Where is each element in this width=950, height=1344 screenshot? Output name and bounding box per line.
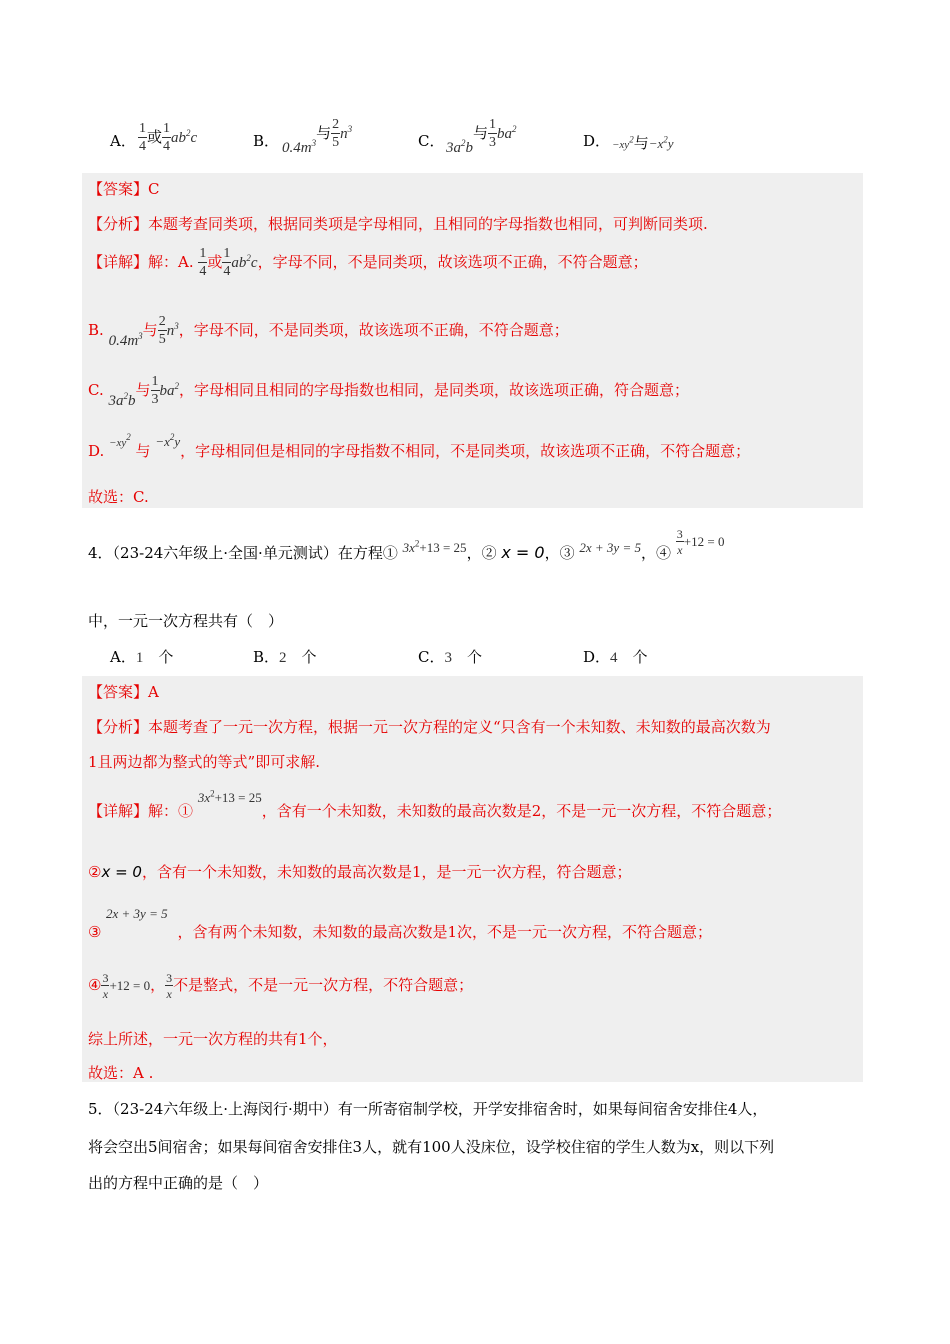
q3-detail-b: B. $0.4m^3$与 $\frac{2}{5}$ $n^3$，字母不同，不是同类项，故该选项不正确，不符合题意； [88, 314, 569, 349]
q5-line3: 出的方程中正确的是（ ） [88, 1174, 269, 1192]
q3-conclusion: 故选：C. [88, 488, 149, 506]
q4-analysis-line2: 1且两边都为整式的等式”即可求解. [88, 753, 320, 771]
q3-detail-d: D. $-xy^2$ 与 $-x^2y$，字母相同但是相同的字母指数不相同，不是同类项，故该选项不正确，不符合题意； [88, 432, 751, 460]
q4-option-d: D．4 个 [583, 648, 648, 666]
q4-detail-2: ②x = 0，含有一个未知数，未知数的最高次数是1，是一元一次方程，符合题意； [88, 863, 632, 881]
q5-line2: 将会空出5间宿舍；如果每间宿舍安排住3人，就有100人没床位，设学校住宿的学生人数为x，则以下列 [88, 1138, 775, 1156]
q3-option-c-expr: $3a^2b$与 $\frac{1}{3}$ $ba^2$ [446, 117, 517, 156]
q4-analysis-line1: 【分析】本题考查了一元一次方程，根据一元一次方程的定义“只含有一个未知数、未知数的最高次数为 [88, 718, 771, 736]
q3-detail-c: C. $3a^2b$与 $\frac{1}{3}$ $ba^2$，字母相同且相同的字母指数也相同，是同类项，故该选项正确，符合题意； [88, 374, 690, 409]
q4-answer: 【答案】A [88, 683, 159, 701]
q3-answer: 【答案】C [88, 180, 160, 198]
q4-detail-3-eq: 2x + 3y = 5 [106, 906, 168, 921]
q4-summary: 综上所述，一元一次方程的共有1个， [88, 1030, 338, 1048]
q3-option-a-label: A． [110, 132, 136, 150]
q4-option-c: C．3 个 [418, 648, 483, 666]
q4-stem: 4．（23-24六年级上·全国·单元测试）在方程① $3x^2+13 = 25$，② x = 0，③ 2x + 3y = 5，④ $\frac{3}{x}$ +12 = 0 [88, 527, 725, 562]
q4-option-a: A．1 个 [110, 648, 174, 666]
q3-option-a-expr: $\frac{1}{4}$ 或 $\frac{1}{4}$ $ab^2c$ [139, 121, 198, 154]
q3-detail-a: 【详解】解：A. $\frac{1}{4}$ 或 $\frac{1}{4}$ $ab^2c$，字母不同，不是同类项，故该选项不正确，不符合题意； [88, 246, 648, 279]
q4-stem-cont: 中，一元一次方程共有（ ） [88, 612, 284, 630]
q4-detail-4: ④ $\frac{3}{x}$ +12 = 0， $\frac{3}{x}$ 不是整式，不是一元一次方程，不符合题意； [88, 971, 474, 1001]
q3-option-b-label: B． [253, 132, 280, 150]
q5-line1: 5．（23-24六年级上·上海闵行·期中）有一所寄宿制学校，开学安排宿舍时，如果每间宿舍安排住4人， [88, 1100, 768, 1118]
q4-detail-1: 【详解】解：① $3x^2+13 = 25$，含有一个未知数，未知数的最高次数是2，不是一元一次方程，不符合题意； [88, 788, 782, 820]
q3-option-d-label: D． [583, 132, 611, 150]
q3-option-b-expr: $0.4m^3$与 $\frac{2}{5}$ $n^3$ [282, 117, 353, 156]
q4-conclusion: 故选：A . [88, 1064, 154, 1082]
q4-option-b: B．2 个 [253, 648, 317, 666]
q4-detail-3: ③ ，含有两个未知数，未知数的最高次数是1次，不是一元一次方程，不符合题意； [88, 923, 713, 941]
q3-analysis: 【分析】本题考查同类项，根据同类项是字母相同，且相同的字母指数也相同，可判断同类项. [88, 215, 708, 233]
q3-option-c-label: C． [418, 132, 445, 150]
q3-option-d-expr: $-xy^2$与$-x^2y$ [612, 134, 674, 152]
